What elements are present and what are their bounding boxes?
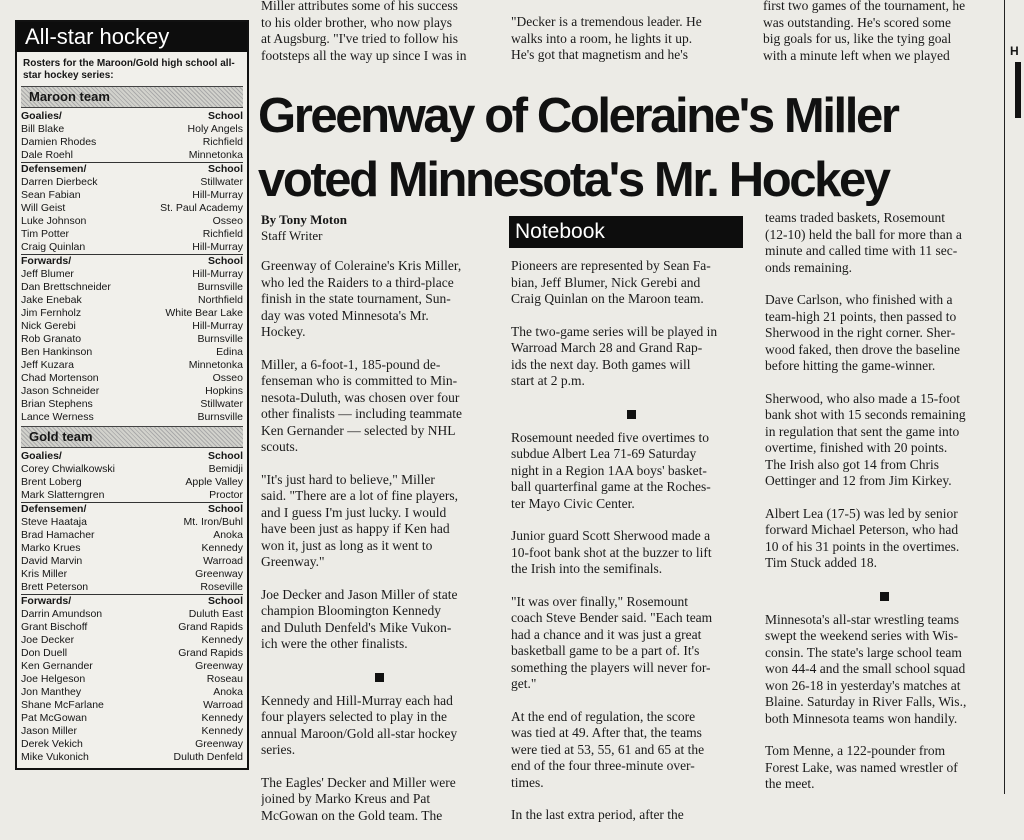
- article-paragraph: [511, 258, 751, 308]
- edge-letter: H: [1010, 44, 1019, 58]
- article-line: won it, just as long as it went to: [261, 537, 433, 553]
- fragment-line: first two games of the tournament, he: [763, 0, 966, 13]
- fragment-line: walks into a room, he lights it up.: [511, 30, 693, 46]
- article-line: and Duluth Denfeld's Mike Vukon-: [261, 619, 452, 635]
- roster-row: [21, 294, 243, 307]
- player-name: Shane McFarlane: [21, 699, 104, 711]
- roster-row: [21, 608, 243, 621]
- article-line: annual Maroon/Gold all-star hockey: [261, 725, 458, 741]
- article-line: get.": [511, 676, 537, 691]
- player-school: Grand Rapids: [178, 621, 243, 633]
- roster-group-header: [21, 110, 243, 123]
- article-line: Oettinger and 12 from Jim Kirkey.: [765, 473, 952, 488]
- article-line: wood faked, then drove the baseline: [765, 341, 960, 357]
- roster-row: [21, 385, 243, 398]
- player-school: Osseo: [212, 372, 243, 384]
- article-paragraph: [511, 528, 751, 578]
- roster-row: [21, 359, 243, 372]
- player-name: Dale Roehl: [21, 149, 73, 161]
- school-header: School: [207, 110, 243, 122]
- roster-row: [21, 647, 243, 660]
- roster-group-header: [21, 163, 243, 176]
- roster-row: [21, 411, 243, 424]
- player-name: Corey Chwialkowski: [21, 463, 115, 475]
- article-line: won 26-18 in yesterday's matches at: [765, 677, 961, 693]
- roster-row: [21, 476, 243, 489]
- article-line: The Irish also got 14 from Chris: [765, 456, 939, 472]
- article-line: scouts.: [261, 439, 299, 454]
- player-school: Hill-Murray: [192, 189, 243, 201]
- roster-row: [21, 699, 243, 712]
- roster-group: [21, 450, 243, 502]
- fragment-line: big goals for us, like the tying goal: [763, 31, 952, 46]
- player-name: Lance Werness: [21, 411, 94, 423]
- section-bullet: [511, 406, 751, 422]
- article-line: The two-game series will be played in: [511, 323, 718, 339]
- player-school: Stillwater: [200, 398, 243, 410]
- roster-row: [21, 202, 243, 215]
- edge-bar: [1015, 62, 1021, 118]
- article-line: was tied at 49. After that, the teams: [511, 725, 702, 740]
- article-paragraph: [511, 594, 751, 693]
- player-name: Don Duell: [21, 647, 68, 659]
- article-line: Pioneers are represented by Sean Fa-: [511, 258, 711, 273]
- article-line: who led the Raiders to a third-place: [261, 274, 454, 290]
- player-name: Brent Loberg: [21, 476, 82, 488]
- roster-row: [21, 555, 243, 568]
- roster-group: [21, 254, 243, 424]
- player-name: Nick Gerebi: [21, 320, 76, 332]
- player-school: Warroad: [203, 699, 243, 711]
- article-line: day was voted Minnesota's Mr.: [261, 307, 429, 323]
- roster-row: [21, 621, 243, 634]
- player-name: Kris Miller: [21, 568, 68, 580]
- player-school: St. Paul Academy: [160, 202, 243, 214]
- roster-group: [21, 594, 243, 764]
- article-line: consin. The state's large school team: [765, 644, 962, 660]
- article-line: (12-10) held the ball for more than a: [765, 226, 962, 242]
- roster-row: [21, 333, 243, 346]
- player-name: Jake Enebak: [21, 294, 82, 306]
- article-line: Albert Lea (17-5) was led by senior: [765, 505, 958, 521]
- fragment-line: "Decker is a tremendous leader. He: [511, 14, 702, 29]
- sidebar-intro: Rosters for the Maroon/Gold high school all-star hockey series:: [23, 58, 235, 81]
- school-header: School: [207, 595, 243, 607]
- article-line: Tim Stuck added 18.: [765, 555, 878, 570]
- roster-row: [21, 634, 243, 647]
- player-name: Luke Johnson: [21, 215, 87, 227]
- player-school: Hill-Murray: [192, 241, 243, 253]
- player-school: Minnetonka: [188, 359, 243, 371]
- article-line: The Eagles' Decker and Miller were: [261, 774, 456, 790]
- player-school: Richfield: [202, 228, 243, 240]
- roster-row: [21, 489, 243, 502]
- article-line: something the players will never for-: [511, 659, 711, 675]
- article-line: team-high 21 points, then passed to: [765, 308, 957, 324]
- school-header: School: [207, 450, 243, 462]
- player-name: Steve Haataja: [21, 516, 87, 528]
- article-line: start at 2 p.m.: [511, 373, 585, 388]
- fragment-line: at Augsburg. "I've tried to follow his: [261, 31, 459, 46]
- article-line: champion Bloomington Kennedy: [261, 603, 441, 618]
- roster-row: [21, 712, 243, 725]
- player-school: Kennedy: [201, 712, 243, 724]
- player-school: Bemidji: [208, 463, 243, 475]
- article-line: in regulation that sent the game into: [765, 423, 960, 439]
- player-name: Sean Fabian: [21, 189, 81, 201]
- article-paragraph: [765, 391, 1003, 490]
- player-school: Duluth East: [188, 608, 243, 620]
- section-bullet: [261, 669, 497, 685]
- article-line: minute and called time with 11 sec-: [765, 243, 958, 258]
- player-name: Ken Gernander: [21, 660, 93, 672]
- player-name: Brad Hamacher: [21, 529, 95, 541]
- roster-row: [21, 123, 243, 136]
- article-line: Greenway.": [261, 554, 325, 569]
- article-column-1: [261, 258, 497, 840]
- player-name: Brian Stephens: [21, 398, 93, 410]
- roster-row: [21, 136, 243, 149]
- byline-name: By Tony Moton: [261, 212, 347, 227]
- player-school: Anoka: [213, 686, 243, 698]
- article-paragraph: [261, 693, 497, 759]
- article-line: In the last extra period, after the: [511, 807, 684, 822]
- roster-group-header: [21, 450, 243, 463]
- player-school: Kennedy: [201, 725, 243, 737]
- article-line: both Minnesota teams won handily.: [765, 710, 958, 726]
- player-school: Roseville: [200, 581, 243, 593]
- player-name: Jeff Kuzara: [21, 359, 74, 371]
- article-line: bank shot with 15 seconds remaining: [765, 407, 966, 422]
- headline-line-2: voted Minnesota's Mr. Hockey: [258, 153, 889, 207]
- roster-row: [21, 241, 243, 254]
- article-line: Hockey.: [261, 324, 306, 339]
- roster-row: [21, 686, 243, 699]
- position-label: Defensemen/: [21, 503, 87, 515]
- player-school: White Bear Lake: [165, 307, 243, 319]
- player-school: Osseo: [212, 215, 243, 227]
- article-line: At the end of regulation, the score: [511, 708, 696, 724]
- roster-group: [21, 162, 243, 254]
- player-name: Jason Miller: [21, 725, 78, 737]
- player-name: Chad Mortenson: [21, 372, 99, 384]
- player-name: Grant Bischoff: [21, 621, 88, 633]
- player-name: Damien Rhodes: [21, 136, 97, 148]
- top-fragment-col3: [763, 0, 1003, 64]
- roster-row: [21, 189, 243, 202]
- player-school: Northfield: [198, 294, 243, 306]
- article-paragraph: [261, 258, 497, 341]
- player-school: Edina: [216, 346, 243, 358]
- player-school: Hopkins: [205, 385, 243, 397]
- article-line: forward Michael Peterson, who had: [765, 522, 959, 537]
- article-line: Dave Carlson, who finished with a: [765, 292, 953, 307]
- player-name: Mike Vukonich: [21, 751, 89, 763]
- article-paragraph: [261, 472, 497, 571]
- roster-row: [21, 673, 243, 686]
- position-label: Defensemen/: [21, 163, 87, 175]
- article-line: fenseman who is committed to Min-: [261, 373, 458, 388]
- article-line: Sherwood, who also made a 15-foot: [765, 390, 960, 406]
- section-bullet: [765, 588, 1003, 604]
- position-label: Goalies/: [21, 450, 62, 462]
- article-paragraph: [765, 506, 1003, 572]
- top-fragment-col2: [511, 14, 751, 64]
- byline-role: Staff Writer: [261, 228, 323, 243]
- article-line: Tom Menne, a 122-pounder from: [765, 743, 946, 758]
- roster-row: [21, 516, 243, 529]
- article-line: 10-foot bank shot at the buzzer to lift: [511, 544, 712, 560]
- column-rule: [1004, 0, 1005, 794]
- player-name: Darrin Amundson: [21, 608, 103, 620]
- article-paragraph: [511, 807, 751, 824]
- article-line: Rosemount needed five overtimes to: [511, 429, 709, 445]
- roster-row: [21, 215, 243, 228]
- roster-row: [21, 176, 243, 189]
- team-header: Maroon team: [21, 86, 243, 108]
- position-label: Goalies/: [21, 110, 62, 122]
- article-line: nesota-Duluth, was chosen over four: [261, 389, 460, 405]
- player-name: Jason Schneider: [21, 385, 100, 397]
- player-school: Greenway: [195, 738, 243, 750]
- article-line: had a chance and it was just a great: [511, 626, 702, 642]
- article-paragraph: [511, 430, 751, 513]
- school-header: School: [207, 503, 243, 515]
- article-line: "It was over finally," Rosemount: [511, 593, 688, 609]
- player-name: Brett Peterson: [21, 581, 89, 593]
- roster-row: [21, 228, 243, 241]
- article-paragraph: [511, 324, 751, 390]
- player-school: Anoka: [213, 529, 243, 541]
- article-paragraph: [765, 292, 1003, 375]
- headline: [258, 84, 1018, 212]
- player-school: Warroad: [203, 555, 243, 567]
- article-line: swept the weekend series with Wis-: [765, 628, 959, 643]
- player-school: Minnetonka: [188, 149, 243, 161]
- roster-group: [21, 502, 243, 594]
- article-line: teams traded baskets, Rosemount: [765, 210, 945, 225]
- player-name: Jon Manthey: [21, 686, 82, 698]
- roster-row: [21, 542, 243, 555]
- roster-row: [21, 581, 243, 594]
- article-line: night in a Region 1AA boys' basket-: [511, 462, 707, 478]
- article-line: Sherwood in the right corner. Sher-: [765, 325, 956, 340]
- article-paragraph: [765, 743, 1003, 793]
- player-name: Marko Krues: [21, 542, 81, 554]
- article-line: Ken Gernander — selected by NHL: [261, 422, 456, 438]
- player-school: Proctor: [209, 489, 243, 501]
- player-name: Tim Potter: [21, 228, 70, 240]
- player-name: Mark Slatterngren: [21, 489, 105, 501]
- player-school: Greenway: [195, 660, 243, 672]
- player-name: Jim Fernholz: [21, 307, 82, 319]
- player-school: Mt. Iron/Buhl: [183, 516, 243, 528]
- all-star-hockey-sidebar: [15, 20, 249, 770]
- article-column-2: [511, 258, 751, 840]
- fragment-line: Miller attributes some of his success: [261, 0, 458, 13]
- article-line: ids the next day. Both games will: [511, 356, 691, 372]
- player-school: Holy Angels: [187, 123, 243, 135]
- player-school: Hill-Murray: [192, 268, 243, 280]
- article-line: 10 of his 31 points in the overtimes.: [765, 538, 960, 554]
- roster-row: [21, 307, 243, 320]
- article-line: end of the four three-minute over-: [511, 758, 695, 773]
- player-name: Craig Quinlan: [21, 241, 86, 253]
- fragment-line: with a minute left when we played: [763, 47, 950, 63]
- player-name: Dan Brettschneider: [21, 281, 111, 293]
- fragment-line: was outstanding. He's scored some: [763, 14, 952, 30]
- article-line: four players selected to play in the: [261, 709, 447, 724]
- roster-group: [21, 110, 243, 162]
- article-line: joined by Marko Kreus and Pat: [261, 791, 431, 806]
- top-fragment-col1: [261, 0, 501, 64]
- article-line: the Irish into the semifinals.: [511, 561, 663, 576]
- player-school: Richfield: [202, 136, 243, 148]
- byline: [261, 212, 347, 244]
- team-header: Gold team: [21, 426, 243, 448]
- player-name: David Marvin: [21, 555, 83, 567]
- player-name: Bill Blake: [21, 123, 65, 135]
- player-name: Jeff Blumer: [21, 268, 74, 280]
- article-line: before hitting the game-winner.: [765, 358, 936, 373]
- article-line: ball quarterfinal game at the Roches-: [511, 479, 711, 494]
- article-line: Joe Decker and Jason Miller of state: [261, 586, 458, 602]
- roster-row: [21, 751, 243, 764]
- article-line: McGowan on the Gold team. The: [261, 807, 443, 823]
- article-line: other finalists — including teammate: [261, 406, 462, 421]
- article-line: Forest Lake, was named wrestler of: [765, 759, 958, 775]
- player-name: Pat McGowan: [21, 712, 87, 724]
- article-line: coach Steve Bender said. "Each team: [511, 610, 713, 625]
- article-line: bian, Jeff Blumer, Nick Gerebi and: [511, 274, 701, 290]
- article-line: overtime, finished with 20 points.: [765, 440, 948, 455]
- article-line: the meet.: [765, 776, 815, 791]
- player-school: Kennedy: [201, 634, 243, 646]
- article-line: Junior guard Scott Sherwood made a: [511, 528, 711, 543]
- article-paragraph: [261, 357, 497, 456]
- school-header: School: [207, 255, 243, 267]
- article-line: Minnesota's all-star wrestling teams: [765, 611, 960, 627]
- position-label: Forwards/: [21, 595, 72, 607]
- player-school: Kennedy: [201, 542, 243, 554]
- article-line: Miller, a 6-foot-1, 185-pound de-: [261, 356, 441, 372]
- article-column-3: [765, 210, 1003, 809]
- player-name: Darren Dierbeck: [21, 176, 98, 188]
- roster-row: [21, 320, 243, 333]
- roster-row: [21, 568, 243, 581]
- article-line: were tied at 53, 55, 61 and 65 at the: [511, 741, 705, 757]
- fragment-line: footsteps all the way up since I was in: [261, 47, 467, 63]
- fragment-line: to his older brother, who now plays: [261, 14, 453, 30]
- article-line: finish in the state tournament, Sun-: [261, 291, 451, 306]
- roster-row: [21, 738, 243, 751]
- article-line: times.: [511, 774, 544, 790]
- player-name: Joe Helgeson: [21, 673, 86, 685]
- rosters: [17, 86, 247, 764]
- sidebar-title: All-star hockey: [17, 22, 247, 52]
- article-line: ter Mayo Civic Center.: [511, 495, 635, 511]
- player-name: Ben Hankinson: [21, 346, 93, 358]
- article-paragraph: [765, 612, 1003, 728]
- headline-line-1: Greenway of Coleraine's Miller: [258, 89, 898, 143]
- player-school: Apple Valley: [185, 476, 243, 488]
- player-name: Will Geist: [21, 202, 66, 214]
- player-school: Roseau: [206, 673, 243, 685]
- article-line: onds remaining.: [765, 259, 852, 275]
- notebook-label: Notebook: [509, 216, 743, 248]
- roster-row: [21, 149, 243, 162]
- school-header: School: [207, 163, 243, 175]
- article-line: subdue Albert Lea 71-69 Saturday: [511, 446, 697, 461]
- article-line: won 44-4 and the small school squad: [765, 661, 966, 676]
- player-school: Duluth Denfeld: [173, 751, 243, 763]
- article-paragraph: [511, 709, 751, 792]
- player-school: Burnsville: [197, 411, 243, 423]
- roster-row: [21, 660, 243, 673]
- roster-group-header: [21, 595, 243, 608]
- roster-row: [21, 346, 243, 359]
- article-line: Greenway of Coleraine's Kris Miller,: [261, 258, 462, 273]
- position-label: Forwards/: [21, 255, 72, 267]
- player-school: Stillwater: [200, 176, 243, 188]
- article-line: Craig Quinlan on the Maroon team.: [511, 291, 704, 306]
- player-school: Grand Rapids: [178, 647, 243, 659]
- roster-row: [21, 281, 243, 294]
- article-line: and I guess I'm just lucky. I would: [261, 504, 447, 520]
- article-line: ich were the other finalists.: [261, 636, 408, 651]
- player-name: Rob Granato: [21, 333, 82, 345]
- article-line: Blaine. Saturday in River Falls, Wis.,: [765, 694, 967, 709]
- fragment-line: He's got that magnetism and he's: [511, 47, 688, 62]
- roster-group-header: [21, 503, 243, 516]
- article-line: Warroad March 28 and Grand Rap-: [511, 340, 703, 355]
- roster-row: [21, 529, 243, 542]
- player-school: Burnsville: [197, 281, 243, 293]
- roster-row: [21, 725, 243, 738]
- player-school: Greenway: [195, 568, 243, 580]
- article-paragraph: [765, 210, 1003, 276]
- article-line: said. "There are a lot of fine players,: [261, 488, 459, 503]
- article-paragraph: [261, 775, 497, 825]
- roster-row: [21, 372, 243, 385]
- article-line: basketball game to be a part of. It's: [511, 643, 700, 658]
- roster-row: [21, 463, 243, 476]
- player-name: Derek Vekich: [21, 738, 83, 750]
- player-name: Joe Decker: [21, 634, 75, 646]
- article-line: series.: [261, 742, 296, 757]
- roster-row: [21, 268, 243, 281]
- player-school: Hill-Murray: [192, 320, 243, 332]
- article-line: Kennedy and Hill-Murray each had: [261, 692, 453, 708]
- roster-row: [21, 398, 243, 411]
- player-school: Burnsville: [197, 333, 243, 345]
- article-line: have been just as happy if Ken had: [261, 521, 450, 536]
- article-paragraph: [261, 587, 497, 653]
- roster-group-header: [21, 255, 243, 268]
- article-line: "It's just hard to believe," Miller: [261, 471, 435, 487]
